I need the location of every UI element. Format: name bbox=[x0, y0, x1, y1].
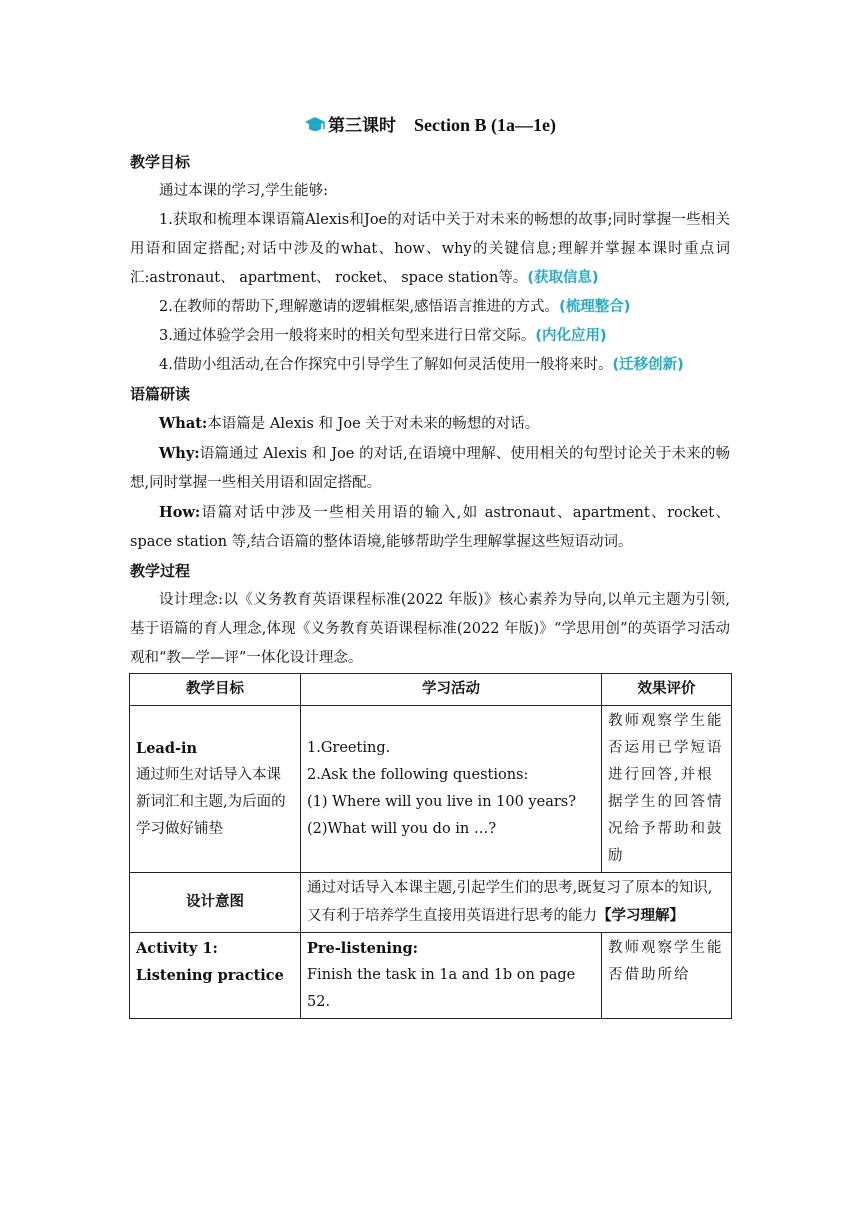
goal-tag: (迁移创新) bbox=[612, 357, 684, 373]
goal-item-4: 4.借助小组活动,在合作探究中引导学生了解如何灵活使用一般将来时。(迁移创新) bbox=[159, 357, 684, 373]
section-title: Section B (1a—1e) bbox=[414, 115, 556, 135]
lesson-title: 第三课时 bbox=[328, 116, 396, 136]
design-text-cell: 通过对话导入本课主题,引起学生们的思考,既复习了原本的知识,又有利于培养学生直接用英语进行思考的能力【学习理解】 bbox=[301, 873, 732, 933]
header-goal: 教学目标 bbox=[130, 674, 301, 706]
goal-item-3: 3.通过体验学会用一般将来时的相关句型来进行日常交际。(内化应用) bbox=[159, 328, 607, 344]
design-label-cell: 设计意图 bbox=[130, 873, 301, 933]
leadin-goal-cell: Lead-in 通过师生对话导入本课新词汇和主题,为后面的学习做好铺垫 bbox=[130, 706, 301, 873]
activity1-activity-cell: Pre-listening: Finish the task in 1a and 1b on page 52. bbox=[301, 933, 602, 1019]
analysis-why: Why:语篇通过 Alexis 和 Joe 的对话,在语境中理解、使用相关的句型讨论关于未来的畅想,同时掌握一些相关用语和固定搭配。 bbox=[130, 445, 730, 491]
analysis-heading: 语篇研读 bbox=[130, 385, 191, 403]
lesson-table bbox=[129, 673, 732, 1019]
goal-tag: (获取信息) bbox=[527, 270, 599, 286]
process-heading: 教学过程 bbox=[130, 562, 191, 580]
goals-intro: 通过本课的学习,学生能够: bbox=[159, 183, 328, 199]
analysis-what: What:本语篇是 Alexis 和 Joe 关于对未来的畅想的对话。 bbox=[159, 415, 540, 432]
header-activity: 学习活动 bbox=[301, 674, 602, 706]
analysis-how: How:语篇对话中涉及一些相关用语的输入,如 astronaut、apartment、rocket、space station 等,结合语篇的整体语境,能够帮助学生理解掌握这些短语动词。 bbox=[130, 504, 730, 550]
activity1-goal-cell: Activity 1: Listening practice bbox=[130, 933, 301, 1019]
goal-item-1: 1.获取和梳理本课语篇Alexis和Joe的对话中关于对未来的畅想的故事;同时掌握一些相关用语和固定搭配;对话中涉及的what、how、why的关键信息;理解并掌握本课时重点词汇:astronaut、 apartment、 rocket、 space station等。(获取信息) bbox=[130, 212, 730, 286]
document-page bbox=[130, 110, 730, 1019]
goal-tag: (梳理整合) bbox=[559, 299, 631, 315]
process-intro: 设计理念:以《义务教育英语课程标准(2022 年版)》核心素养为导向,以单元主题为引领,基于语篇的育人理念,体现《义务教育英语课程标准(2022 年版)》“学思用创”的英语学习活动观和“教—学—评”一体化设计理念。 bbox=[130, 592, 730, 666]
page-title bbox=[130, 110, 730, 144]
goal-tag: (内化应用) bbox=[535, 328, 607, 344]
header-evaluation: 效果评价 bbox=[602, 674, 732, 706]
leadin-activity-cell: 1.Greeting. 2.Ask the following questions: (1) Where will you live in 100 years? (2)What will you do in …? bbox=[301, 706, 602, 873]
table-row bbox=[130, 933, 732, 1019]
activity1-evaluation-cell: 教师观察学生能否借助所给 bbox=[602, 933, 732, 1019]
goals-heading: 教学目标 bbox=[130, 153, 191, 171]
table-header-row bbox=[130, 674, 732, 706]
goal-item-2: 2.在教师的帮助下,理解邀请的逻辑框架,感悟语言推进的方式。(梳理整合) bbox=[159, 299, 631, 315]
table-row bbox=[130, 873, 732, 933]
leadin-evaluation-cell: 教师观察学生能否运用已学短语进行回答,并根据学生的回答情况给予帮助和鼓励 bbox=[602, 706, 732, 873]
table-row bbox=[130, 706, 732, 873]
graduation-cap-icon bbox=[304, 114, 326, 144]
